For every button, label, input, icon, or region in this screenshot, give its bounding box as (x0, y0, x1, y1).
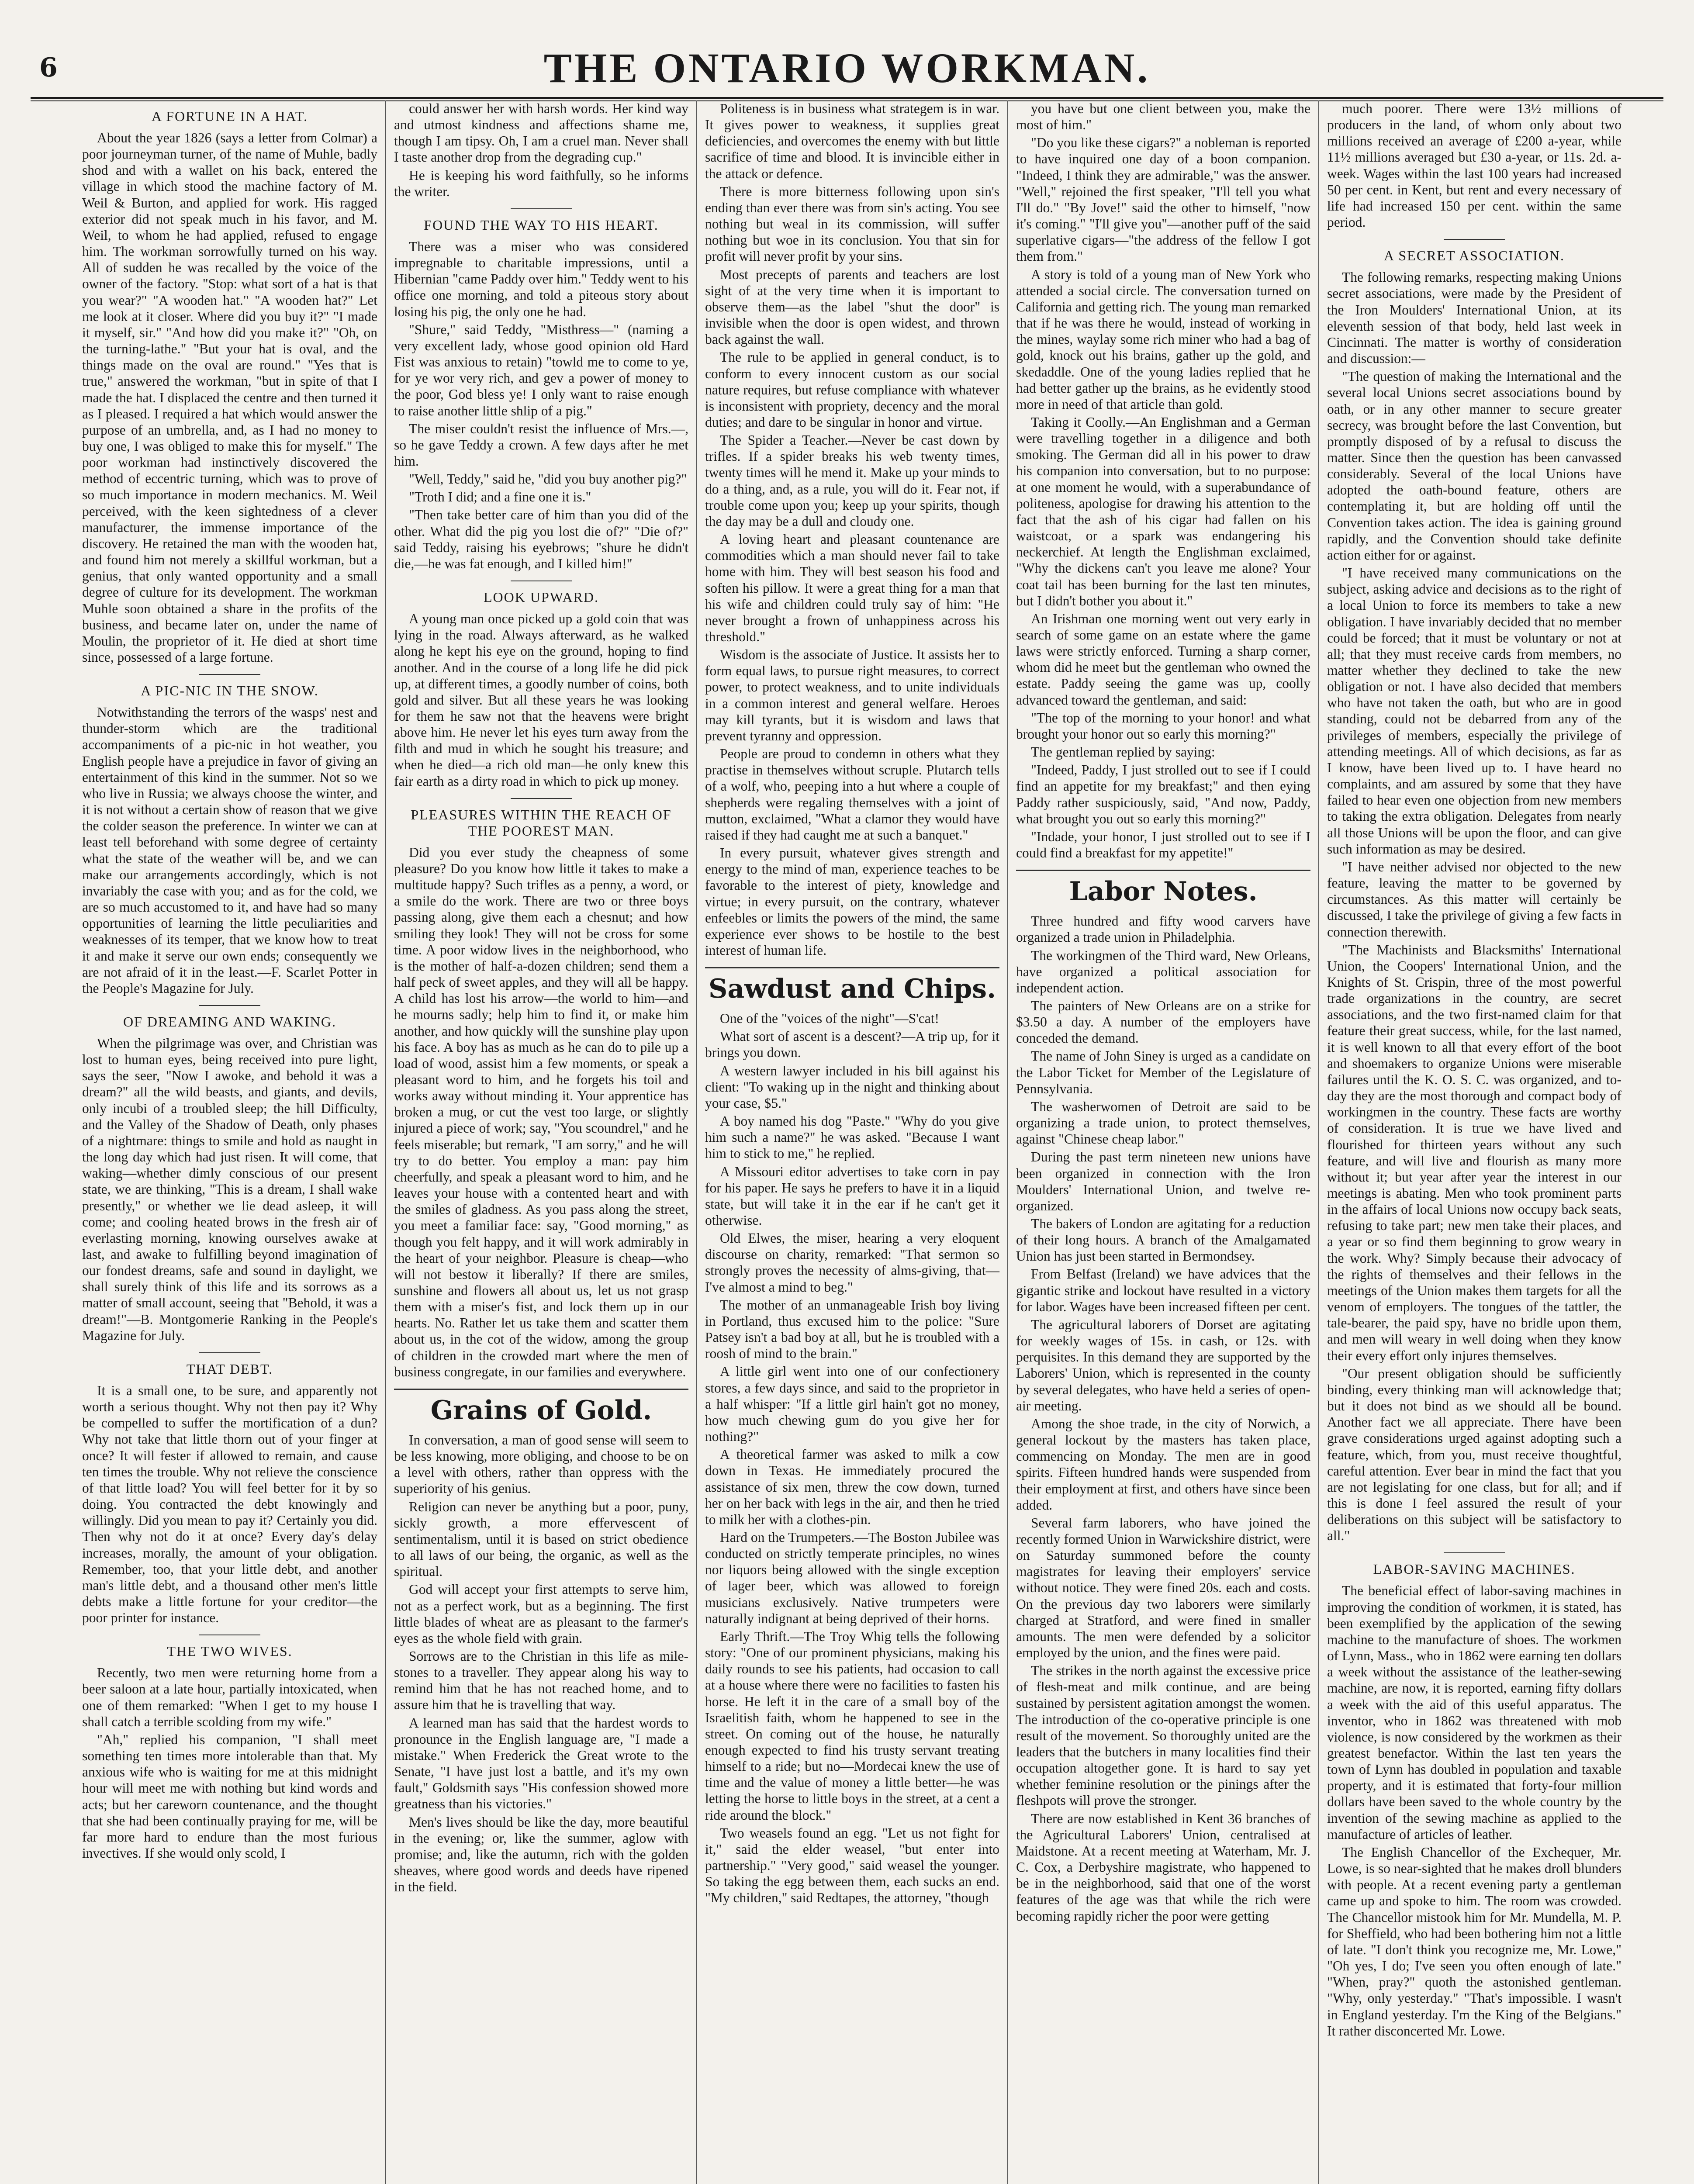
article-paragraph: An Irishman one morning went out very early in search of some game on an estate where the game laws were strictly enforced. Turning a sharp corner, whom did he meet but the gentleman who owned the estate. Paddy seeing the game was up, coolly advanced toward the gentleman, and said: (1016, 611, 1310, 708)
article-paragraph: There was a miser who was considered impregnable to charitable impressions, until a Hibernian "came Paddy over him." Teddy went to his office one morning, and told a piteous story about losing his pig, the only one he had. (394, 238, 688, 319)
article-paragraph: Two weasels found an egg. "Let us not fight for it," said the elder weasel, "but enter into partnership." "Very good," said weasel the younger. So taking the egg between them, each sucks an end. "My children," said Redtapes, the attorney, "though (705, 1825, 999, 1906)
article-paragraph: "I have received many communications on the subject, asking advice and decisions as to the right of a local Union to force its members to take a new obligation. I have invariably decided that no member could be forced; that it must be voluntary or not at all; that they must receive cards from members, no matter whether they declined to take the new obligation or not. I have also decided that members who have not taken the oath, but who are in good standing, could not be debarred from any of the privileges of members, especially the privilege of attending meetings. All of which decisions, as far as I know, have been lived up to. I have heard no complaints, and am assured by some that they have failed to hear even one objection from new members to taking the extra obligation. Delegates from nearly all those Unions will be upon the floor, and can give such information as may be desired. (1327, 565, 1621, 857)
article (394, 100, 688, 200)
article-paragraph: What sort of ascent is a descent?—A trip up, for it brings you down. (705, 1029, 999, 1061)
article-paragraph: A learned man has said that the hardest words to pronounce in the English language are, "I made a mistake." When Frederick the Great wrote to the Senate, "I have just lost a battle, and it's my own fault," Goldsmith says "His confession showed more greatness than his victories." (394, 1715, 688, 1812)
section-divider (199, 674, 260, 675)
article-paragraph: Men's lives should be like the day, more beautiful in the evening; or, like the summer, aglow with promise; and, like the autumn, rich with the golden sheaves, where good words and deeds have ripened in the field. (394, 1814, 688, 1895)
article-paragraph: you have but one client between you, make the most of him." (1016, 101, 1310, 133)
article-paragraph: "Then take better care of him than you did of the other. What did the pig you lost die of?" "Die of?" said Teddy, raising his eyebrows; "shure he didn't die,—he was fat enough, and I killed him!" (394, 507, 688, 571)
article-paragraph: "The question of making the International and the several local Unions secret associations bound by oath, or in any other manner to secure greater secrecy, was brought before the last Convention, but promptly disposed of by a refusal to discuss the matter. Since then the question has been canvassed considerably. Several of the local Unions have adopted the oath-bound feature, others are contemplating it, but are holding off until the Convention takes action. The idea is gaining ground rapidly, and the Convention should take definite action either for or against. (1327, 369, 1621, 563)
section-divider (1444, 1552, 1505, 1553)
article-paragraph: A story is told of a young man of New York who attended a social circle. The conversation turned on California and getting rich. The young man remarked that if he was there he would, instead of working in the mines, waylay some rich miner who had a bag of gold, knock out his brains, gather up the gold, and skedaddle. One of the young ladies replied that he had better gather up the brains, as he evidently stood more in need of that article than gold. (1016, 266, 1310, 412)
page-number: 6 (39, 52, 58, 83)
article (394, 1389, 688, 1895)
article (82, 1005, 377, 1344)
article-heading: Labor Notes. (1069, 876, 1258, 907)
article-paragraph: "The Machinists and Blacksmiths' International Union, the Coopers' International Union, and the Knights of St. Crispin, three of the most powerful trade organizations in the country, are secret associations, and the two first-named claim for that feature their great success, while, for the last named, it is well known to all that every effort of the boot and shoemakers to organize Unions were miserable failures until the K. O. S. C. was organized, and to-day they are the most thorough and compact body of workingmen in the country. These facts are worthy of consideration. It is true we have lived and flourished for thirteen years without any such feature, and will live and flourish as many more without it; but year after year the interest in our meetings is abating. Men who took prominent parts in the affairs of local Unions now occupy back seats, refusing to take part; new men take their places, and a year or so find them beginning to grow weary in the work. Why? Simply because their advocacy of the rights of themselves and their fellows in the meetings of the Union makes them targets for all the venom of employers. The tongues of the tattler, the tale-bearer, the paid spy, have no bridle upon them, and men will weary in well doing when they know their every effort only injures themselves. (1327, 942, 1621, 1363)
article (1016, 870, 1310, 1924)
article (705, 967, 999, 1906)
section-rule (394, 1389, 688, 1390)
article-paragraph: Wisdom is the associate of Justice. It assists her to form equal laws, to pursue right measures, to correct power, to protect weakness, and to unite individuals in a common interest and general welfare. Heroes may kill tyrants, but it is wisdom and laws that prevent tyranny and oppression. (705, 647, 999, 743)
article-paragraph: Taking it Coolly.—An Englishman and a German were travelling together in a diligence and both smoking. The German did all in his power to draw his companion into conversation, but to no purpose: at one moment he would, with a superabundance of politeness, apologise for drawing his attention to the fact that the ash of his cigar had fallen on his waistcoat, or a spark was endangering his neckerchief. At length the Englishman exclaimed, "Why the dickens can't you leave me alone? Your coat tail has been burning for the last ten minutes, but I didn't bother you about it." (1016, 414, 1310, 608)
article-paragraph: "Ah," replied his companion, "I shall meet something ten times more intolerable than that. My anxious wife who is waiting for me at this midnight hour will meet me with nothing but kind words and acts; but her careworn countenance, and the thought that she had been continually praying for me, will be far more hard to endure than the most furious invectives. If she would only scold, I (82, 1731, 377, 1861)
article (1327, 1552, 1621, 2039)
article (394, 798, 688, 1380)
article-paragraph: Politeness is in business what strategem is in war. It gives power to weakness, it supplies great deficiencies, and overcomes the enemy with but little sacrifice of time and blood. It is invincible either in the attack or defence. (705, 101, 999, 181)
article-paragraph: People are proud to condemn in others what they practise in themselves without scruple. Plutarch tells of a wolf, who, peeping into a hut where a couple of shepherds were regaling themselves with a joint of mutton, exclaimed, "What a clamor they would have raised if they had caught me at such a banquet." (705, 746, 999, 843)
article-paragraph: "Well, Teddy," said he, "did you buy another pig?" (409, 471, 687, 487)
article-paragraph: "Troth I did; and a fine one it is." (409, 489, 591, 505)
article-paragraph: Most precepts of parents and teachers are lost sight of at the very time when it is important to observe them—as the label "shut the door" is invisible when the door is open widest, and thrown back against the wall. (705, 266, 999, 347)
article-paragraph: A Missouri editor advertises to take corn in pay for his paper. He says he prefers to have it in a liquid state, but will take it in the ear if he can't get it otherwise. (705, 1164, 999, 1228)
article-paragraph: Hard on the Trumpeters.—The Boston Jubilee was conducted on strictly temperate principles, no wines nor liquors being allowed with the single exception of lager beer, which was allowed to foreign musicians exclusively. Native trumpeters were naturally indignant at being deprived of their horns. (705, 1529, 999, 1626)
article-heading: Sawdust and Chips. (709, 974, 996, 1005)
article-paragraph: The strikes in the north against the excessive price of flesh-meat and milk continue, and are being sustained by persistent agitation amongst the women. The introduction of the co-operative principle is one result of the movement. So thoroughly united are the leaders that the butchers in many localities find their occupation altogether gone. It is hard to say yet whether feminine resolution or the pinings after the fleshpots will prove the stronger. (1016, 1663, 1310, 1808)
article-heading: A FORTUNE IN A HAT. (151, 108, 308, 124)
article-paragraph: In every pursuit, whatever gives strength and energy to the mind of man, experience teaches to be favorable to the interest of piety, knowledge and virtue; in every pursuit, on the contrary, whatever enfeebles or limits the powers of the mind, the same experience ever shows to be hostile to the best interest of human life. (705, 845, 999, 958)
column-5 (1318, 100, 1629, 2184)
article-paragraph: Did you ever study the cheapness of some pleasure? Do you know how little it takes to make a multitude happy? Such trifles as a penny, a word, or a smile do the work. There are two or three boys passing along, give them each a chesnut; and how smiling they look! They will not be cross for some time. A poor widow lives in the neighborhood, who is the mother of half-a-dozen children; send them a half peck of sweet apples, and they will all be happy. A child has lost his arrow—the world to him—and he mourns sadly; help him to find it, or make him another, and how quickly will the sunshine play upon his face. A boy has as much as he can do to pile up a load of wood, assist him a few moments, or speak a pleasant word to him, and he forgets his toil and works away without minding it. Your apprentice has broken a mug, or cut the vest too large, or slightly injured a piece of work; say, "You scoundrel," and he feels miserable; but remark, "I am sorry," and he will try to do better. You employ a man: pay him cheerfully, and speak a pleasant word to him, and he leaves your house with a contented heart and with the smiles of gladness. As you pass along the street, you meet a familiar face: say, "Good morning," as though you felt happy, and it will work admirably in the heart of your neighbor. Pleasure is cheap—who will not bestow it liberally? If there are smiles, sunshine and flowers all about us, let us not grasp them with a miser's fist, and lock them up in our hearts. No. Rather let us take them and scatter them about us, in the cot of the widow, among the group of children in the crowded mart where the men of business congregate, in our families and everywhere. (394, 844, 688, 1379)
article-paragraph: could answer her with harsh words. Her kind way and utmost kindness and affections shame me, though I am tipsy. Oh, I am a cruel man. Never shall I taste another drop from the degrading cup." (394, 101, 688, 165)
article (1016, 100, 1310, 861)
column-1 (74, 100, 385, 2184)
article-paragraph: "Our present obligation should be sufficiently binding, every thinking man will acknowledge that; but it does not bind as we should all be bound. Another fact we all appreciate. There have been grave considerations urged against adopting such a feature, which, from you, must receive thoughtful, careful attention. Ever bear in mind the fact that you are not legislating for one class, but for all; and if this is done I feel assured the result of your deliberations on this subject will be satisfactory to all." (1327, 1365, 1621, 1544)
article-paragraph: A little girl went into one of our confectionery stores, a few days since, and said to the proprietor in a half whisper: "If a little girl hain't got no money, how much chewing gum do you give her for nothing?" (705, 1364, 999, 1444)
article-paragraph: One of the "voices of the night"—S'cat! (720, 1011, 940, 1026)
section-divider (199, 1005, 260, 1006)
article-paragraph: The mother of an unmanageable Irish boy living in Portland, thus excused him to the police: "Sure Patsey isn't a bad boy at all, but he is troubled with a roosh of mind to the brain." (705, 1297, 999, 1362)
newspaper-title: THE ONTARIO WORKMAN. (543, 45, 1151, 91)
article-heading: LABOR-SAVING MACHINES. (1373, 1561, 1576, 1577)
article-paragraph: The beneficial effect of labor-saving machines in improving the condition of workmen, it is stated, has been exemplified by the application of the sewing machine to the manufacture of shoes. The workmen of Lynn, Mass., who in 1862 were earning ten dollars a week without the assistance of the leather-sewing machine, are now, it is reported, earning fifty dollars a week with the aid of this useful apparatus. The inventor, who in 1862 was threatened with mob violence, is now considered by the workmen as their greatest benefactor. Within the last ten years the town of Lynn has doubled in population and taxable property, and it is estimated that forty-four million dollars have been saved to the whole country by the invention of the sewing machine as applied to the manufacture of articles of leather. (1327, 1583, 1621, 1842)
section-rule (705, 967, 999, 968)
article-heading: FOUND THE WAY TO HIS HEART. (424, 217, 659, 233)
article-paragraph: The painters of New Orleans are on a strike for $3.50 a day. A number of the employers have conceded the demand. (1016, 998, 1310, 1046)
article-heading: THAT DEBT. (186, 1361, 273, 1377)
article-paragraph: God will accept your first attempts to serve him, not as a perfect work, but as a beginning. The first little blades of wheat are as pleasant to the farmer's eyes as the whole field with grain. (394, 1582, 688, 1646)
article-paragraph: Recently, two men were returning home from a beer saloon at a late hour, partially intoxicated, when one of them remarked: "When I get to my house I shall catch a terrible scolding from my wife." (82, 1665, 377, 1729)
article-paragraph: It is a small one, to be sure, and apparently not worth a serious thought. Why not then pay it? Why be compelled to suffer the mortification of a dun? Why not take that little thorn out of your finger at once? It will fester if allowed to remain, and cause ten times the trouble. Why not relieve the conscience of that little load? You will feel better for it by so doing. You contracted the debt knowingly and willingly. Did you mean to pay it? Certainly you did. Then why not do it at once? Every day's delay increases, morally, the amount of your obligation. Remember, too, that your little debt, and another man's little debt, and a thousand other men's little debts make a little fortune for your creditor—the poor printer for instance. (82, 1382, 377, 1626)
article-columns (74, 100, 1629, 2184)
article-paragraph: The washerwomen of Detroit are said to be organizing a trade union, to protect themselves, against "Chinese cheap labor." (1016, 1099, 1310, 1147)
article-paragraph: There are now established in Kent 36 branches of the Agricultural Laborers' Union, centralised at Maidstone. At a recent meeting at Waterham, Mr. J. C. Cox, a Derbyshire magistrate, who happened to be in the neighborhood, said that one of the worst features of the age was that while the rich were becoming rapidly richer the poor were getting (1016, 1811, 1310, 1924)
article-paragraph: The Spider a Teacher.—Never be cast down by trifles. If a spider breaks his web twenty times, twenty times will he mend it. Make up your minds to do a thing, and, as a rule, you will do it. Fear not, if trouble come upon you; keep up your spirits, though the day may be a dull and cloudy one. (705, 432, 999, 529)
section-divider (1444, 239, 1505, 240)
article-paragraph: Early Thrift.—The Troy Whig tells the following story: "One of our prominent physicians, making his daily rounds to see his patients, had occasion to call at a house where there were no facilities to fasten his horse. He left it in the care of a small boy of the Israelitish faith, whom he happened to see in the street. On coming out of the house, he naturally enough expected to find his trusty servant treating himself to a ride; but no—Mordecai knew the use of time and the value of money a little better—he was letting the horse to little boys in the street, at a cent a ride around the block." (705, 1628, 999, 1823)
article-paragraph: The agricultural laborers of Dorset are agitating for weekly wages of 15s. in cash, or 12s. with perquisites. In this demand they are supported by the Laborers' Union, which is represented in the county by several delegates, who have held a series of open-air meeting. (1016, 1317, 1310, 1413)
article-heading: LOOK UPWARD. (484, 589, 599, 605)
masthead-rule (31, 97, 1663, 99)
column-3 (696, 100, 1007, 2184)
article (1327, 239, 1621, 1544)
article (82, 108, 377, 665)
article-paragraph: A theoretical farmer was asked to milk a cow down in Texas. He immediately procured the assistance of six men, threw the cow down, turned her on her back with legs in the air, and then he tried to milk her with a clothes-pin. (705, 1447, 999, 1527)
article-heading: OF DREAMING AND WAKING. (123, 1013, 337, 1030)
article-paragraph: About the year 1826 (says a letter from Colmar) a poor journeyman turner, of the name of Muhle, badly shod and with a wallet on his back, entered the village in which stood the machine factory of M. Weil & Burton, and applied for work. His ragged exterior did not speak much in his favor, and M. Weil, to whom he had applied, refused to engage him. The workman sorrowfully turned on his way. All of sudden he was recalled by the voice of the owner of the factory. "Stop: what sort of a hat is that you wear?" "A wooden hat." "A wooden hat?" Let me look at it closer. Where did you buy it?" "I made it myself, sir." "And how did you make it?" "Oh, on the turning-lathe." "But your hat is oval, and the things made on the oval are round." "Yes that is true," answered the workman, "but in spite of that I made the hat. I displaced the centre and then turned it as I pleased. I required a hat which would answer the purpose of an umbrella, and, as I had no money to buy one, I was obliged to make this for myself." The poor workman had instinctively discovered the method of eccentric turning, which was to prove of so much importance in modern mechanics. M. Weil perceived, with the keen sightedness of a clever manufacturer, the immense importance of the discovery. He retained the man with the wooden hat, and found him not merely a skillful workman, but a genius, that only wanted opportunity and a small degree of culture for its development. The workman Muhle soon obtained a share in the profits of the business, and became later on, under the name of Moulin, the proprietor of it. He died at short time since, possessed of a large fortune. (82, 130, 377, 665)
article-paragraph: During the past term nineteen new unions have been organized in connection with the Iron Moulders' International Union, and twelve re-organized. (1016, 1149, 1310, 1213)
article-paragraph: much poorer. There were 13½ millions of producers in the land, of whom only about two millions received an average of £200 a-year, while 11½ millions averaged but £30 a-year, or 11s. 2d. a-week. Wages within the last 100 years had increased 50 per cent. in Kent, but rent and every necessary of life had increased 150 per cent. within the same period. (1327, 101, 1621, 230)
article-paragraph: Several farm laborers, who have joined the recently formed Union in Warwickshire district, were on Saturday summoned before the county magistrates for leaving their employers' service without notice. They were fined 20s. each and costs. On the previous day two laborers were similarly charged at Stratford, and were fined in smaller amounts. The men were defended by a solicitor employed by the union, and the fines were paid. (1016, 1515, 1310, 1661)
article-paragraph: "Do you like these cigars?" a nobleman is reported to have inquired one day of a boon companion. "Indeed, I think they are admirable," was the answer. "Well," rejoined the first speaker, "I'll tell you what I'll do." "By Jove!" said the other to himself, "now it's coming." "I'll give you"—another puff of the said superlative cigars—"the address of the fellow I got them from." (1016, 135, 1310, 264)
article-paragraph: In conversation, a man of good sense will seem to be less knowing, more obliging, and choose to be on a level with others, rather than oppress with the superiority of his genius. (394, 1432, 688, 1496)
article-paragraph: "The top of the morning to your honor! and what brought your honor out so early this morning?" (1016, 710, 1310, 742)
article-paragraph: Three hundred and fifty wood carvers have organized a trade union in Philadelphia. (1016, 913, 1310, 945)
article-paragraph: The following remarks, respecting making Unions secret associations, were made by the President of the Iron Moulders' International Union, at its eleventh session of that body, held last week in Cincinnati. The matter is worthy of consideration and discussion:— (1327, 270, 1621, 366)
article-paragraph: A boy named his dog "Paste." "Why do you give him such a name?" he was asked. "Because I want him to stick to me," he replied. (705, 1113, 999, 1161)
masthead (31, 44, 1663, 96)
article-paragraph: A loving heart and pleasant countenance are commodities which a man should never fail to take home with him. They will best season his food and soften his pillow. It were a great thing for a man that his wife and children could truly say of him: "He never brought a frown of unhappiness across his threshold." (705, 532, 999, 644)
article (82, 1635, 377, 1861)
section-divider (199, 1352, 260, 1353)
article-paragraph: A young man once picked up a gold coin that was lying in the road. Always afterward, as he walked along he kept his eye on the ground, hoping to find another. And in the course of a long life he did pick up, at different times, a goodly number of coins, both gold and silver. But all these years he was looking for them he saw not that the heavens were bright above him. He never let his eyes turn away from the filth and mud in which he sought his treasure; and when he died—a rich old man—he only knew this fair earth as a dirty road in which to pick up money. (394, 611, 688, 789)
section-divider (511, 208, 572, 209)
article-heading: A PIC-NIC IN THE SNOW. (141, 683, 319, 699)
article (82, 674, 377, 996)
article (394, 581, 688, 789)
article-paragraph: The miser couldn't resist the influence of Mrs.—, so he gave Teddy a crown. A few days after he met him. (394, 421, 688, 469)
article-heading: THE TWO WIVES. (167, 1643, 293, 1659)
article (1327, 100, 1621, 230)
article-heading: Grains of Gold. (430, 1395, 652, 1426)
article-paragraph: The bakers of London are agitating for a reduction of their long hours. A branch of the Amalgamated Union has just been started in Bermondsey. (1016, 1216, 1310, 1264)
article (82, 1352, 377, 1626)
article-paragraph: Among the shoe trade, in the city of Norwich, a general lockout by the masters has taken place, commencing on Monday. The men are in good spirits. Fifteen hundred hands were suspended from their employment at first, and others have since been added. (1016, 1416, 1310, 1513)
article-paragraph: "Indade, your honor, I just strolled out to see if I could find a breakfast for my appetite!" (1016, 829, 1310, 861)
column-4 (1007, 100, 1318, 2184)
article-paragraph: The name of John Siney is urged as a candidate on the Labor Ticket for Member of the Legislature of Pennsylvania. (1016, 1048, 1310, 1096)
article-paragraph: "I have neither advised nor objected to the new feature, leaving the matter to be governed by circumstances. As this matter will certainly be discussed, I take the privilege of giving a few facts in connection therewith. (1327, 859, 1621, 940)
article-paragraph: A western lawyer included in his bill against his client: "To waking up in the night and thinking about your case, $5." (705, 1063, 999, 1111)
article-paragraph: The English Chancellor of the Exchequer, Mr. Lowe, is so near-sighted that he makes droll blunders with people. At a recent evening party a gentleman came up and spoke to him. The room was crowded. The Chancellor mistook him for Mr. Mundella, M. P. for Sheffield, who had been bothering him not a little of late. "I don't think you recognize me, Mr. Lowe," "Oh yes, I do; I've seen you often enough of late." "When, pray?" quoth the astonished gentleman. "Why, only yesterday." "That's impossible. I wasn't in England yesterday. I'm the King of the Belgians." It rather disconcerted Mr. Lowe. (1327, 1844, 1621, 2039)
section-rule (1016, 870, 1310, 871)
article-paragraph: The workingmen of the Third ward, New Orleans, have organized a political association for independent action. (1016, 947, 1310, 995)
article-heading: PLEASURES WITHIN THE REACH OF THE POOREST MAN. (411, 806, 672, 839)
section-divider (511, 798, 572, 799)
article-paragraph: The gentleman replied by saying: (1031, 744, 1215, 760)
article-paragraph: Old Elwes, the miser, hearing a very eloquent discourse on charity, remarked: "That sermon so strongly proves the necessity of alms-giving, that—I've almost a mind to beg." (705, 1230, 999, 1295)
article-paragraph: "Indeed, Paddy, I just strolled out to see if I could find an appetite for my breakfast;" and then eying Paddy rather suspiciously, said, "And now, Paddy, what brought you out so early this morning?" (1016, 762, 1310, 826)
article-paragraph: The rule to be applied in general conduct, is to conform to every innocent custom as our social nature requires, but refuse compliance with whatever is inconsistent with propriety, decency and the moral duties; and dare to be singular in honor and virtue. (705, 349, 999, 430)
article-paragraph: There is more bitterness following upon sin's ending than ever there was from sin's acting. You see nothing but weal in its commission, will suffer nothing but woe in its conclusion. You that sin for profit will never profit by your sins. (705, 183, 999, 264)
article-heading: A SECRET ASSOCIATION. (1384, 248, 1565, 264)
article-paragraph: From Belfast (Ireland) we have advices that the gigantic strike and lockout have resulted in a victory for labor. Wages have been increased fifteen per cent. (1016, 1266, 1310, 1314)
article-paragraph: "Shure," said Teddy, "Misthress—" (naming a very excellent lady, whose good opinion old Hard Fist was anxious to retain) "towld me to come to ye, for ye wor very rich, and gev a power of money to the poor, God bless ye! I only want to raise enough to raise another little shlip of a pig." (394, 321, 688, 418)
column-2 (385, 100, 696, 2184)
article-paragraph: Notwithstanding the terrors of the wasps' nest and thunder-storm which are the traditional accompaniments of a pic-nic in hot weather, you English people have a prejudice in favor of giving an entertainment of this kind in the summer. Not so we who live in Russia; we always choose the winter, and it is not without a certain show of reason that we give the colder season the preference. In winter we can at least tell beforehand with some degree of certainty what the state of the weather will be, and we can make our arrangements accordingly, which is not invariably the case with you; and as for the cold, we are so much accustomed to it, and have had so many opportunities of learning the little peculiarities and weaknesses of its temper, that we know how to treat it and make it serve our own ends; consequently we are not afraid of it in the least.—F. Scarlet Potter in the People's Magazine for July. (82, 705, 377, 996)
article-paragraph: Religion can never be anything but a poor, puny, sickly growth, a more effervescent of sentimentalism, until it is based on strict obedience to all laws of our being, the organic, as well as the spiritual. (394, 1499, 688, 1579)
article-paragraph: When the pilgrimage was over, and Christian was lost to human eyes, being received into pure light, says the seer, "Now I awoke, and behold it was a dream?" all the wild beasts, and giants, and devils, only incubi of a troubled sleep; the hill Difficulty, and the Valley of the Shadow of Death, only phases of a nightmare: things to smile and hold as naught in the long day which had just risen. It will come, that waking—whether dimly conscious of our present state, we are thinking, "This is a dream, I shall wake presently," or whether we lie dead asleep, it will come; and cooling heated brows in the fresh air of everlasting morning, knowing ourselves awake at last, and awake to fulfilling beyond imagination of our fondest dreams, safe and sound in daylight, we shall surely think of this life and its sorrows as a matter of small account, seeing that "Behold, it was a dream!"—B. Montgomerie Ranking in the People's Magazine for July. (82, 1035, 377, 1343)
article (705, 100, 999, 958)
article-paragraph: Sorrows are to the Christian in this life as mile-stones to a traveller. They appear along his way to remind him that he has not reached home, and to assure him that he is travelling that way. (394, 1648, 688, 1713)
article (394, 208, 688, 572)
article-paragraph: He is keeping his word faithfully, so he informs the writer. (394, 167, 688, 199)
